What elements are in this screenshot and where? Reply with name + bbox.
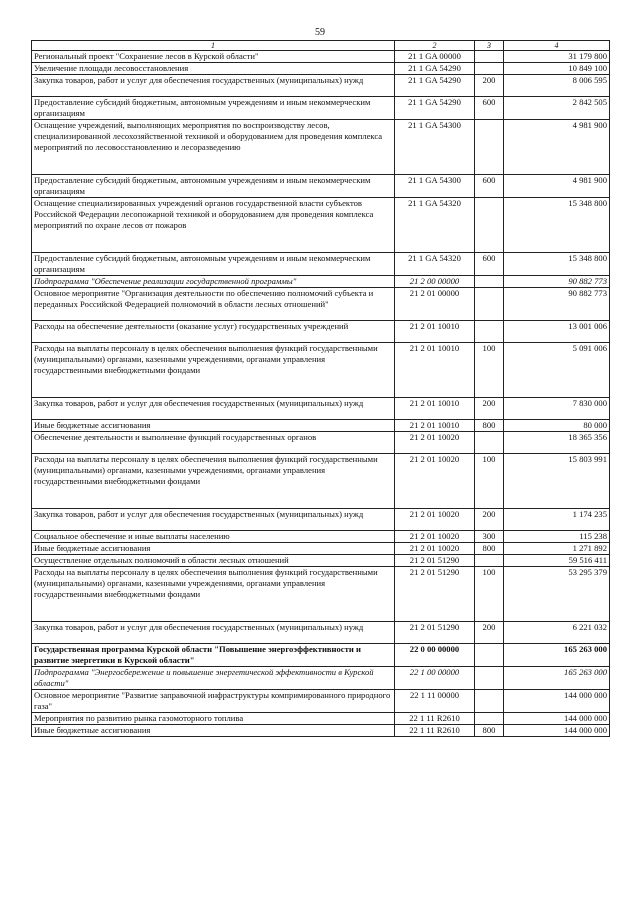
cell-amount: 80 000	[504, 420, 610, 432]
cell-name: Иные бюджетные ассигнования	[32, 725, 395, 737]
cell-amount: 59 516 411	[504, 555, 610, 567]
cell-vr: 300	[475, 531, 504, 543]
cell-vr	[475, 120, 504, 175]
table-row	[32, 97, 610, 120]
cell-name: Иные бюджетные ассигнования	[32, 543, 395, 555]
cell-amount: 15 348 800	[504, 253, 610, 276]
cell-amount: 53 295 379	[504, 567, 610, 622]
cell-vr: 600	[475, 175, 504, 198]
table-row	[32, 567, 610, 622]
table-row	[32, 531, 610, 543]
cell-amount: 4 981 900	[504, 120, 610, 175]
cell-name: Иные бюджетные ассигнования	[32, 420, 395, 432]
cell-code: 21 1 GA 54320	[395, 253, 475, 276]
cell-code: 21 2 01 10020	[395, 454, 475, 509]
table-row	[32, 120, 610, 175]
cell-amount: 90 882 773	[504, 276, 610, 288]
table-row	[32, 622, 610, 644]
cell-vr: 200	[475, 398, 504, 420]
cell-code: 21 2 01 10010	[395, 420, 475, 432]
cell-vr	[475, 432, 504, 454]
cell-amount: 18 365 356	[504, 432, 610, 454]
table-row	[32, 51, 610, 63]
cell-vr	[475, 288, 504, 321]
cell-amount: 4 981 900	[504, 175, 610, 198]
cell-vr: 800	[475, 420, 504, 432]
cell-vr	[475, 321, 504, 343]
cell-vr	[475, 555, 504, 567]
cell-code: 21 2 01 10020	[395, 531, 475, 543]
cell-name: Мероприятия по развитию рынка газомоторного топлива	[32, 713, 395, 725]
cell-name: Закупка товаров, работ и услуг для обеспечения государственных (муниципальных) нужд	[32, 622, 395, 644]
cell-amount: 115 238	[504, 531, 610, 543]
cell-name: Предоставление субсидий бюджетным, автономным учреждениям и иным некоммерческим организациям	[32, 175, 395, 198]
cell-name: Предоставление субсидий бюджетным, автономным учреждениям и иным некоммерческим организациям	[32, 97, 395, 120]
table-row	[32, 713, 610, 725]
table-row	[32, 420, 610, 432]
cell-vr: 800	[475, 725, 504, 737]
cell-amount: 165 263 000	[504, 667, 610, 690]
cell-name: Закупка товаров, работ и услуг для обеспечения государственных (муниципальных) нужд	[32, 75, 395, 97]
cell-code: 22 1 11 R2610	[395, 725, 475, 737]
cell-name: Обеспечение деятельности и выполнение функций государственных органов	[32, 432, 395, 454]
cell-code: 22 1 00 00000	[395, 667, 475, 690]
cell-amount: 144 000 000	[504, 713, 610, 725]
table-row	[32, 198, 610, 253]
cell-name: Оснащение специализированных учреждений органов государственной власти субъектов Российской Федерации лесопожарной техникой и оборудованием для проведения комплекса мероприятий по охране лесов от пожаров	[32, 198, 395, 253]
header-cell-vr: 3	[475, 41, 504, 51]
cell-vr	[475, 51, 504, 63]
cell-vr: 100	[475, 343, 504, 398]
cell-amount: 144 000 000	[504, 725, 610, 737]
cell-vr: 600	[475, 97, 504, 120]
cell-amount: 15 348 800	[504, 198, 610, 253]
cell-vr: 100	[475, 454, 504, 509]
table-row	[32, 175, 610, 198]
cell-name: Подпрограмма "Обеспечение реализации государственной программы"	[32, 276, 395, 288]
cell-amount: 15 803 991	[504, 454, 610, 509]
table-row	[32, 343, 610, 398]
table-row	[32, 276, 610, 288]
cell-amount: 165 263 000	[504, 644, 610, 667]
cell-amount: 10 849 100	[504, 63, 610, 75]
cell-amount: 2 842 505	[504, 97, 610, 120]
cell-code: 21 1 GA 54300	[395, 120, 475, 175]
cell-code: 22 1 11 R2610	[395, 713, 475, 725]
cell-code: 21 2 01 10010	[395, 321, 475, 343]
cell-code: 21 1 GA 54300	[395, 175, 475, 198]
cell-amount: 13 001 006	[504, 321, 610, 343]
cell-name: Государственная программа Курской области "Повышение энергоэффективности и развитие энергетики в Курской области"	[32, 644, 395, 667]
cell-code: 21 1 GA 54290	[395, 63, 475, 75]
cell-vr	[475, 63, 504, 75]
cell-name: Закупка товаров, работ и услуг для обеспечения государственных (муниципальных) нужд	[32, 398, 395, 420]
table-row	[32, 253, 610, 276]
cell-name: Закупка товаров, работ и услуг для обеспечения государственных (муниципальных) нужд	[32, 509, 395, 531]
cell-code: 21 1 GA 54320	[395, 198, 475, 253]
cell-code: 22 0 00 00000	[395, 644, 475, 667]
cell-name: Предоставление субсидий бюджетным, автономным учреждениям и иным некоммерческим организациям	[32, 253, 395, 276]
cell-vr	[475, 713, 504, 725]
cell-vr	[475, 198, 504, 253]
cell-amount: 1 174 235	[504, 509, 610, 531]
table-row	[32, 398, 610, 420]
cell-code: 21 2 01 51290	[395, 555, 475, 567]
cell-code: 21 2 01 00000	[395, 288, 475, 321]
cell-code: 22 1 11 00000	[395, 690, 475, 713]
cell-vr: 200	[475, 75, 504, 97]
cell-code: 21 1 GA 54290	[395, 97, 475, 120]
cell-vr	[475, 276, 504, 288]
header-cell-code: 2	[395, 41, 475, 51]
cell-amount: 6 221 032	[504, 622, 610, 644]
cell-name: Основное мероприятие "Развитие заправочной инфраструктуры компримированного природного газа"	[32, 690, 395, 713]
cell-vr	[475, 644, 504, 667]
cell-vr: 800	[475, 543, 504, 555]
budget-table	[31, 40, 610, 737]
cell-code: 21 2 01 51290	[395, 567, 475, 622]
cell-vr: 600	[475, 253, 504, 276]
table-row	[32, 690, 610, 713]
cell-amount: 5 091 006	[504, 343, 610, 398]
cell-vr	[475, 690, 504, 713]
table-row	[32, 543, 610, 555]
cell-amount: 8 006 595	[504, 75, 610, 97]
cell-code: 21 2 01 10020	[395, 543, 475, 555]
cell-name: Подпрограмма "Энергосбережение и повышение энергетической эффективности в Курской области"	[32, 667, 395, 690]
table-row	[32, 644, 610, 667]
cell-vr: 100	[475, 567, 504, 622]
cell-name: Увеличение площади лесовосстановления	[32, 63, 395, 75]
table-row	[32, 454, 610, 509]
header-cell-amount: 4	[504, 41, 610, 51]
cell-vr	[475, 667, 504, 690]
table-row	[32, 63, 610, 75]
cell-name: Социальное обеспечение и иные выплаты населению	[32, 531, 395, 543]
cell-code: 21 1 GA 00000	[395, 51, 475, 63]
cell-code: 21 1 GA 54290	[395, 75, 475, 97]
cell-amount: 31 179 800	[504, 51, 610, 63]
cell-code: 21 2 01 10010	[395, 398, 475, 420]
cell-code: 21 2 01 10020	[395, 509, 475, 531]
table-row	[32, 667, 610, 690]
table-row	[32, 432, 610, 454]
table-row	[32, 509, 610, 531]
cell-amount: 144 000 000	[504, 690, 610, 713]
cell-name: Региональный проект "Сохранение лесов в Курской области"	[32, 51, 395, 63]
cell-name: Осуществление отдельных полномочий в области лесных отношений	[32, 555, 395, 567]
cell-name: Расходы на обеспечение деятельности (оказание услуг) государственных учреждений	[32, 321, 395, 343]
cell-amount: 7 830 000	[504, 398, 610, 420]
table-row	[32, 288, 610, 321]
cell-name: Расходы на выплаты персоналу в целях обеспечения выполнения функций государственными (муниципальными) органами, казенными учреждениями, органами управления государственными внебюджетными фондами	[32, 454, 395, 509]
table-header-row	[32, 41, 610, 51]
cell-code: 21 2 01 10010	[395, 343, 475, 398]
header-cell-name: 1	[32, 41, 395, 51]
cell-amount: 1 271 892	[504, 543, 610, 555]
page-number: 59	[315, 27, 325, 38]
cell-name: Расходы на выплаты персоналу в целях обеспечения выполнения функций государственными (муниципальными) органами, казенными учреждениями, органами управления государственными внебюджетными фондами	[32, 343, 395, 398]
cell-name: Расходы на выплаты персоналу в целях обеспечения выполнения функций государственными (муниципальными) органами, казенными учреждениями, органами управления государственными внебюджетными фондами	[32, 567, 395, 622]
cell-code: 21 2 01 51290	[395, 622, 475, 644]
table-row	[32, 725, 610, 737]
cell-name: Основное мероприятие "Организация деятельности по обеспечению полномочий субъекта и переданных Российской Федерацией полномочий в области лесных отношений"	[32, 288, 395, 321]
table-row	[32, 321, 610, 343]
cell-code: 21 2 00 00000	[395, 276, 475, 288]
table-row	[32, 75, 610, 97]
cell-vr: 200	[475, 622, 504, 644]
cell-vr: 200	[475, 509, 504, 531]
cell-code: 21 2 01 10020	[395, 432, 475, 454]
cell-amount: 90 882 773	[504, 288, 610, 321]
table-row	[32, 555, 610, 567]
cell-name: Оснащение учреждений, выполняющих мероприятия по воспроизводству лесов, специализированной лесохозяйственной техникой и оборудованием для проведения комплекса мероприятий по лесовосстановлению и лесоразведению	[32, 120, 395, 175]
